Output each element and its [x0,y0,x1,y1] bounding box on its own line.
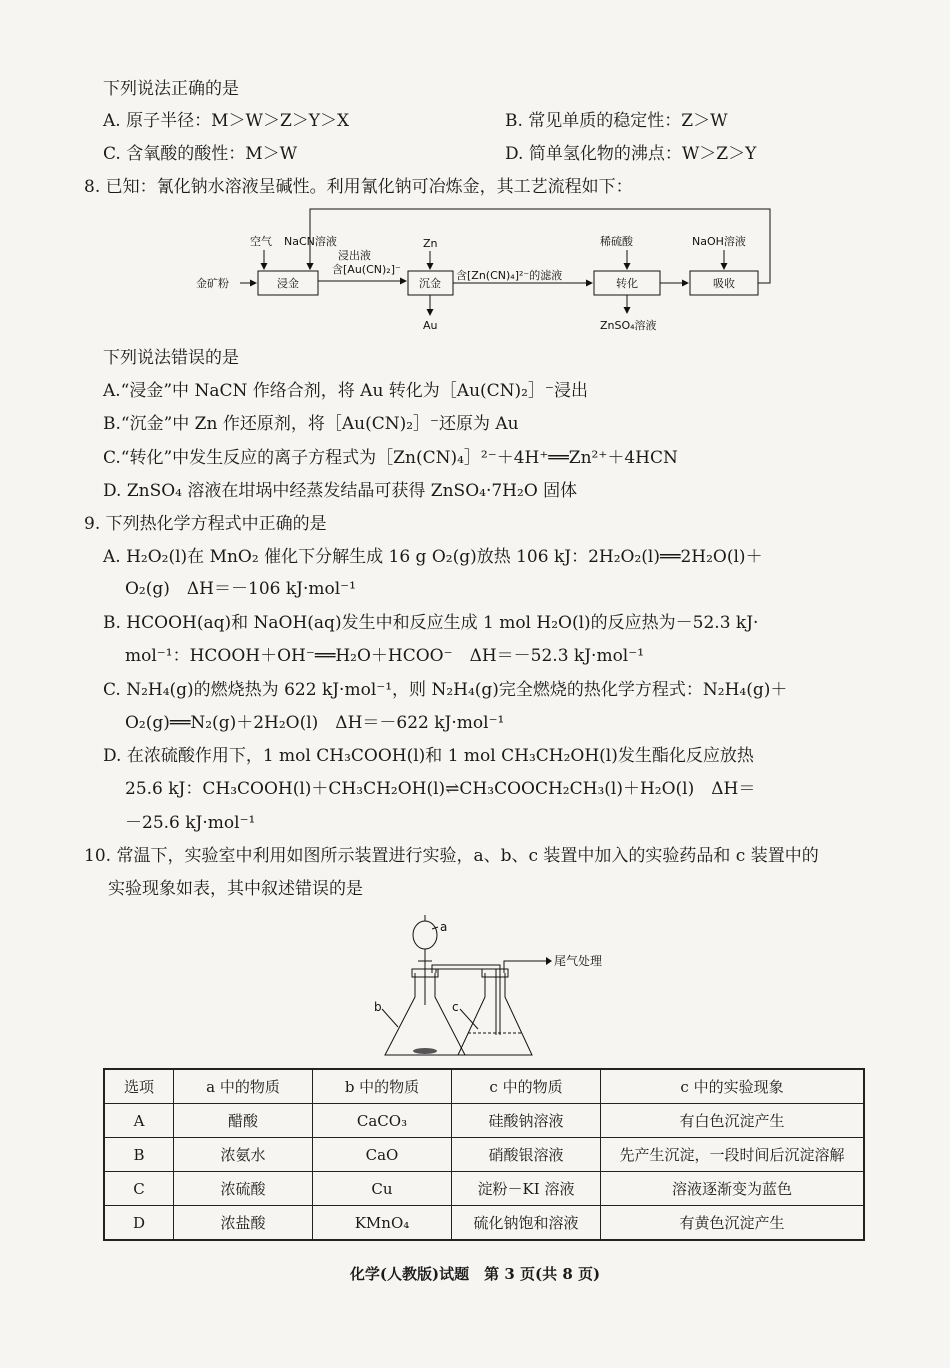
cell: 硝酸银溶液 [452,1138,601,1172]
q9-option-a-line1: A. H₂O₂(l)在 MnO₂ 催化下分解生成 16 g O₂(g)放热 106 kJ：2H₂O₂(l)══2H₂O(l)＋ [103,547,763,567]
table-row [104,1206,864,1241]
output-au-label: Au [423,319,438,332]
table-row [104,1172,864,1206]
table-row [104,1104,864,1138]
q9-option-b-line2: mol⁻¹：HCOOH＋OH⁻══H₂O＋HCOO⁻ ΔH＝－52.3 kJ·mol⁻¹ [125,646,645,666]
input-zn-label: Zn [423,237,438,250]
q9-option-d-line2: 25.6 kJ：CH₃COOH(l)＋CH₃CH₂OH(l)⇌CH₃COOCH₂CH₃(l)＋H₂O(l) ΔH＝ [125,779,756,799]
input-air-label: 空气 [250,235,272,248]
q9-option-d-line3: －25.6 kJ·mol⁻¹ [125,813,256,833]
cell: 浓硫酸 [174,1172,313,1206]
q8-prompt: 下列说法错误的是 [103,348,239,368]
q10-stem-line2: 实验现象如表，其中叙述错误的是 [108,879,363,899]
cell: 淀粉－KI 溶液 [452,1172,601,1206]
experiment-table [103,1068,865,1241]
header-phenomenon: c 中的实验现象 [601,1069,865,1104]
cell: 有黄色沉淀产生 [601,1206,865,1241]
header-b: b 中的物质 [313,1069,452,1104]
cell: 硫化钠饱和溶液 [452,1206,601,1241]
cell: KMnO₄ [313,1206,452,1241]
header-option: 选项 [104,1069,174,1104]
cell: 醋酸 [174,1104,313,1138]
q9-option-b-line1: B. HCOOH(aq)和 NaOH(aq)发生中和反应生成 1 mol H₂O(l)的反应热为－52.3 kJ· [103,613,759,633]
label-a: a [440,920,448,934]
q8-stem: 8. 已知：氰化钠水溶液呈碱性。利用氰化钠可冶炼金，其工艺流程如下： [84,177,633,197]
q7-option-b: B. 常见单质的稳定性：Z＞W [505,111,728,131]
q8-option-d: D. ZnSO₄ 溶液在坩埚中经蒸发结晶可获得 ZnSO₄·7H₂O 固体 [103,481,578,501]
q9-option-d-line1: D. 在浓硫酸作用下，1 mol CH₃COOH(l)和 1 mol CH₃CH₂OH(l)发生酯化反应放热 [103,746,754,766]
filtrate-label: 含[Zn(CN)₄]²⁻的滤液 [456,269,563,282]
q8-option-b: B.“沉金”中 Zn 作还原剂，将［Au(CN)₂］⁻还原为 Au [103,414,519,434]
box-convert-label: 转化 [616,277,638,290]
q9-option-a-line2: O₂(g) ΔH＝－106 kJ·mol⁻¹ [125,579,356,599]
box-absorb-label: 吸收 [713,277,735,290]
table-row [104,1138,864,1172]
output-znso4-label: ZnSO₄溶液 [600,319,657,332]
box-leach-label: 浸金 [277,277,299,290]
input-acid-label: 稀硫酸 [600,235,633,248]
experiment-apparatus-diagram [360,905,620,1065]
cell: 浓氨水 [174,1138,313,1172]
q7-option-d: D. 简单氢化物的沸点：W＞Z＞Y [505,144,757,164]
header-c: c 中的物质 [452,1069,601,1104]
cell: D [104,1206,174,1241]
cell: B [104,1138,174,1172]
tail-gas-label: 尾气处理 [554,954,603,968]
cell: 硅酸钠溶液 [452,1104,601,1138]
cell: Cu [313,1172,452,1206]
cell: CaCO₃ [313,1104,452,1138]
flask-c [458,973,532,1055]
leachate-formula: 含[Au(CN)₂]⁻ [332,263,401,276]
process-flow-diagram [190,203,780,338]
cell: 浓盐酸 [174,1206,313,1241]
input-naoh-label: NaOH溶液 [692,235,746,248]
funnel-a [413,921,437,949]
cell: 先产生沉淀，一段时间后沉淀溶解 [601,1138,865,1172]
box-settle-label: 沉金 [419,277,441,290]
q7-option-a: A. 原子半径：M＞W＞Z＞Y＞X [103,111,350,131]
input-gold-label: 金矿粉 [196,277,229,290]
cell: CaO [313,1138,452,1172]
q10-stem-line1: 10. 常温下，实验室中利用如图所示装置进行实验，a、b、c 装置中加入的实验药品和 c 装置中的 [84,846,819,866]
header-a: a 中的物质 [174,1069,313,1104]
q7-prompt: 下列说法正确的是 [103,79,239,99]
q9-stem: 9. 下列热化学方程式中正确的是 [84,514,327,534]
label-c: c [452,1000,459,1014]
input-nacn-label: NaCN溶液 [284,235,337,248]
table-header-row [104,1069,864,1104]
page-footer: 化学(人教版)试题 第 3 页(共 8 页) [349,1265,601,1283]
q9-option-c-line1: C. N₂H₄(g)的燃烧热为 622 kJ·mol⁻¹，则 N₂H₄(g)完全燃烧的热化学方程式：N₂H₄(g)＋ [103,680,788,700]
leachate-label: 浸出液 [338,249,371,262]
q8-option-a: A.“浸金”中 NaCN 作络合剂，将 Au 转化为［Au(CN)₂］⁻浸出 [103,381,588,401]
cell: 有白色沉淀产生 [601,1104,865,1138]
q7-option-c: C. 含氧酸的酸性：M＞W [103,144,298,164]
label-b: b [374,1000,382,1014]
cell: C [104,1172,174,1206]
q8-option-c: C.“转化”中发生反应的离子方程式为［Zn(CN)₄］²⁻＋4H⁺══Zn²⁺＋4HCN [103,448,678,468]
cell: A [104,1104,174,1138]
cell: 溶液逐渐变为蓝色 [601,1172,865,1206]
q9-option-c-line2: O₂(g)══N₂(g)＋2H₂O(l) ΔH＝－622 kJ·mol⁻¹ [125,713,505,733]
